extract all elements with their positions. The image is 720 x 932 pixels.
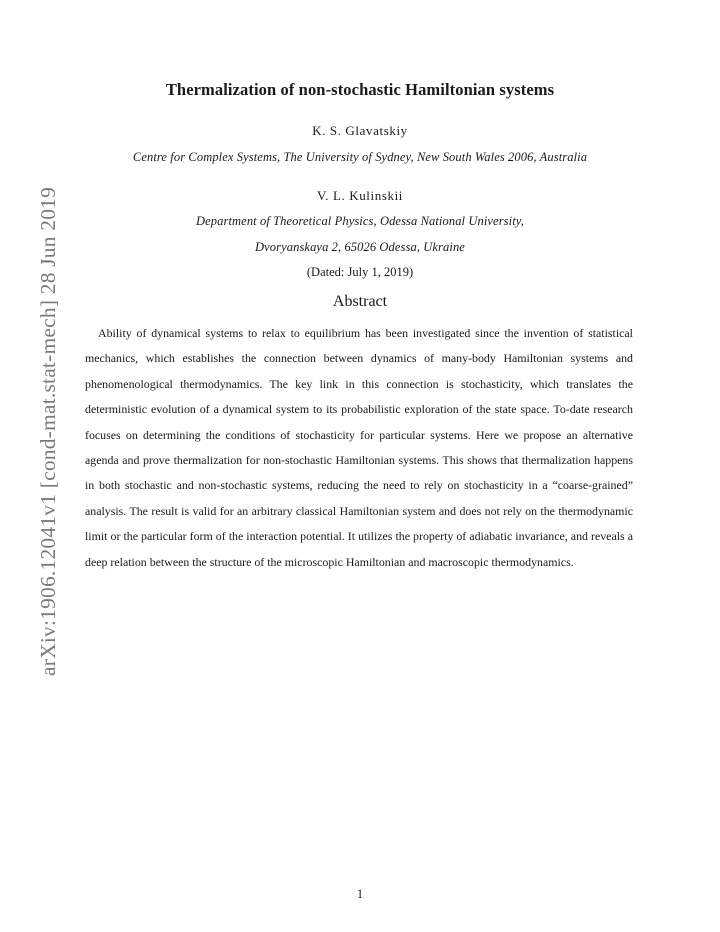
author-affiliation-2-line-2: Dvoryanskaya 2, 65026 Odessa, Ukraine — [255, 240, 465, 254]
abstract-text: Ability of dynamical systems to relax to equilibrium has been investigated since the invention of statistical mechanics, which establishes the connection between dynamics of many-body Hamiltonian systems and phenomenological thermodynamics. The key link in this connection is stochasticity, which translates the deterministic evolution of a dynamical system to its probabilistic exploration of the state space. To-date research focuses on determining the conditions of stochasticity for particular systems. Here we propose an alternative agenda and prove thermalization for non-stochastic Hamiltonian systems. This shows that thermalization happens in both stochastic and non-stochastic systems, reducing the need to rely on stochasticity in a “coarse-grained” analysis. The result is valid for an arbitrary classical Hamiltonian system and does not rely on the thermodynamic limit or the particular form of the interaction potential. It utilizes the property of adiabatic invariance, and reveals a deep relation between the structure of the microscopic Hamiltonian and macroscopic thermodynamics. — [85, 326, 633, 569]
date-line: (Dated: July 1, 2019) — [306, 265, 414, 279]
author-affiliation-2-line-1: Department of Theoretical Physics, Odessa National University, — [196, 214, 524, 228]
author-name-1: K. S. Glavatskiy — [312, 123, 408, 138]
abstract-heading: Abstract — [332, 293, 388, 310]
author-name-2: V. L. Kulinskii — [316, 188, 404, 203]
paper-title: Thermalization of non-stochastic Hamiltonian systems — [165, 80, 555, 99]
arxiv-identifier: arXiv:1906.12041v1 [cond-mat.stat-mech] 28 Jun 2019 — [36, 186, 60, 676]
page-number: 1 — [356, 887, 364, 901]
author-affiliation-1: Centre for Complex Systems, The University of Sydney, New South Wales 2006, Australia — [132, 150, 588, 164]
